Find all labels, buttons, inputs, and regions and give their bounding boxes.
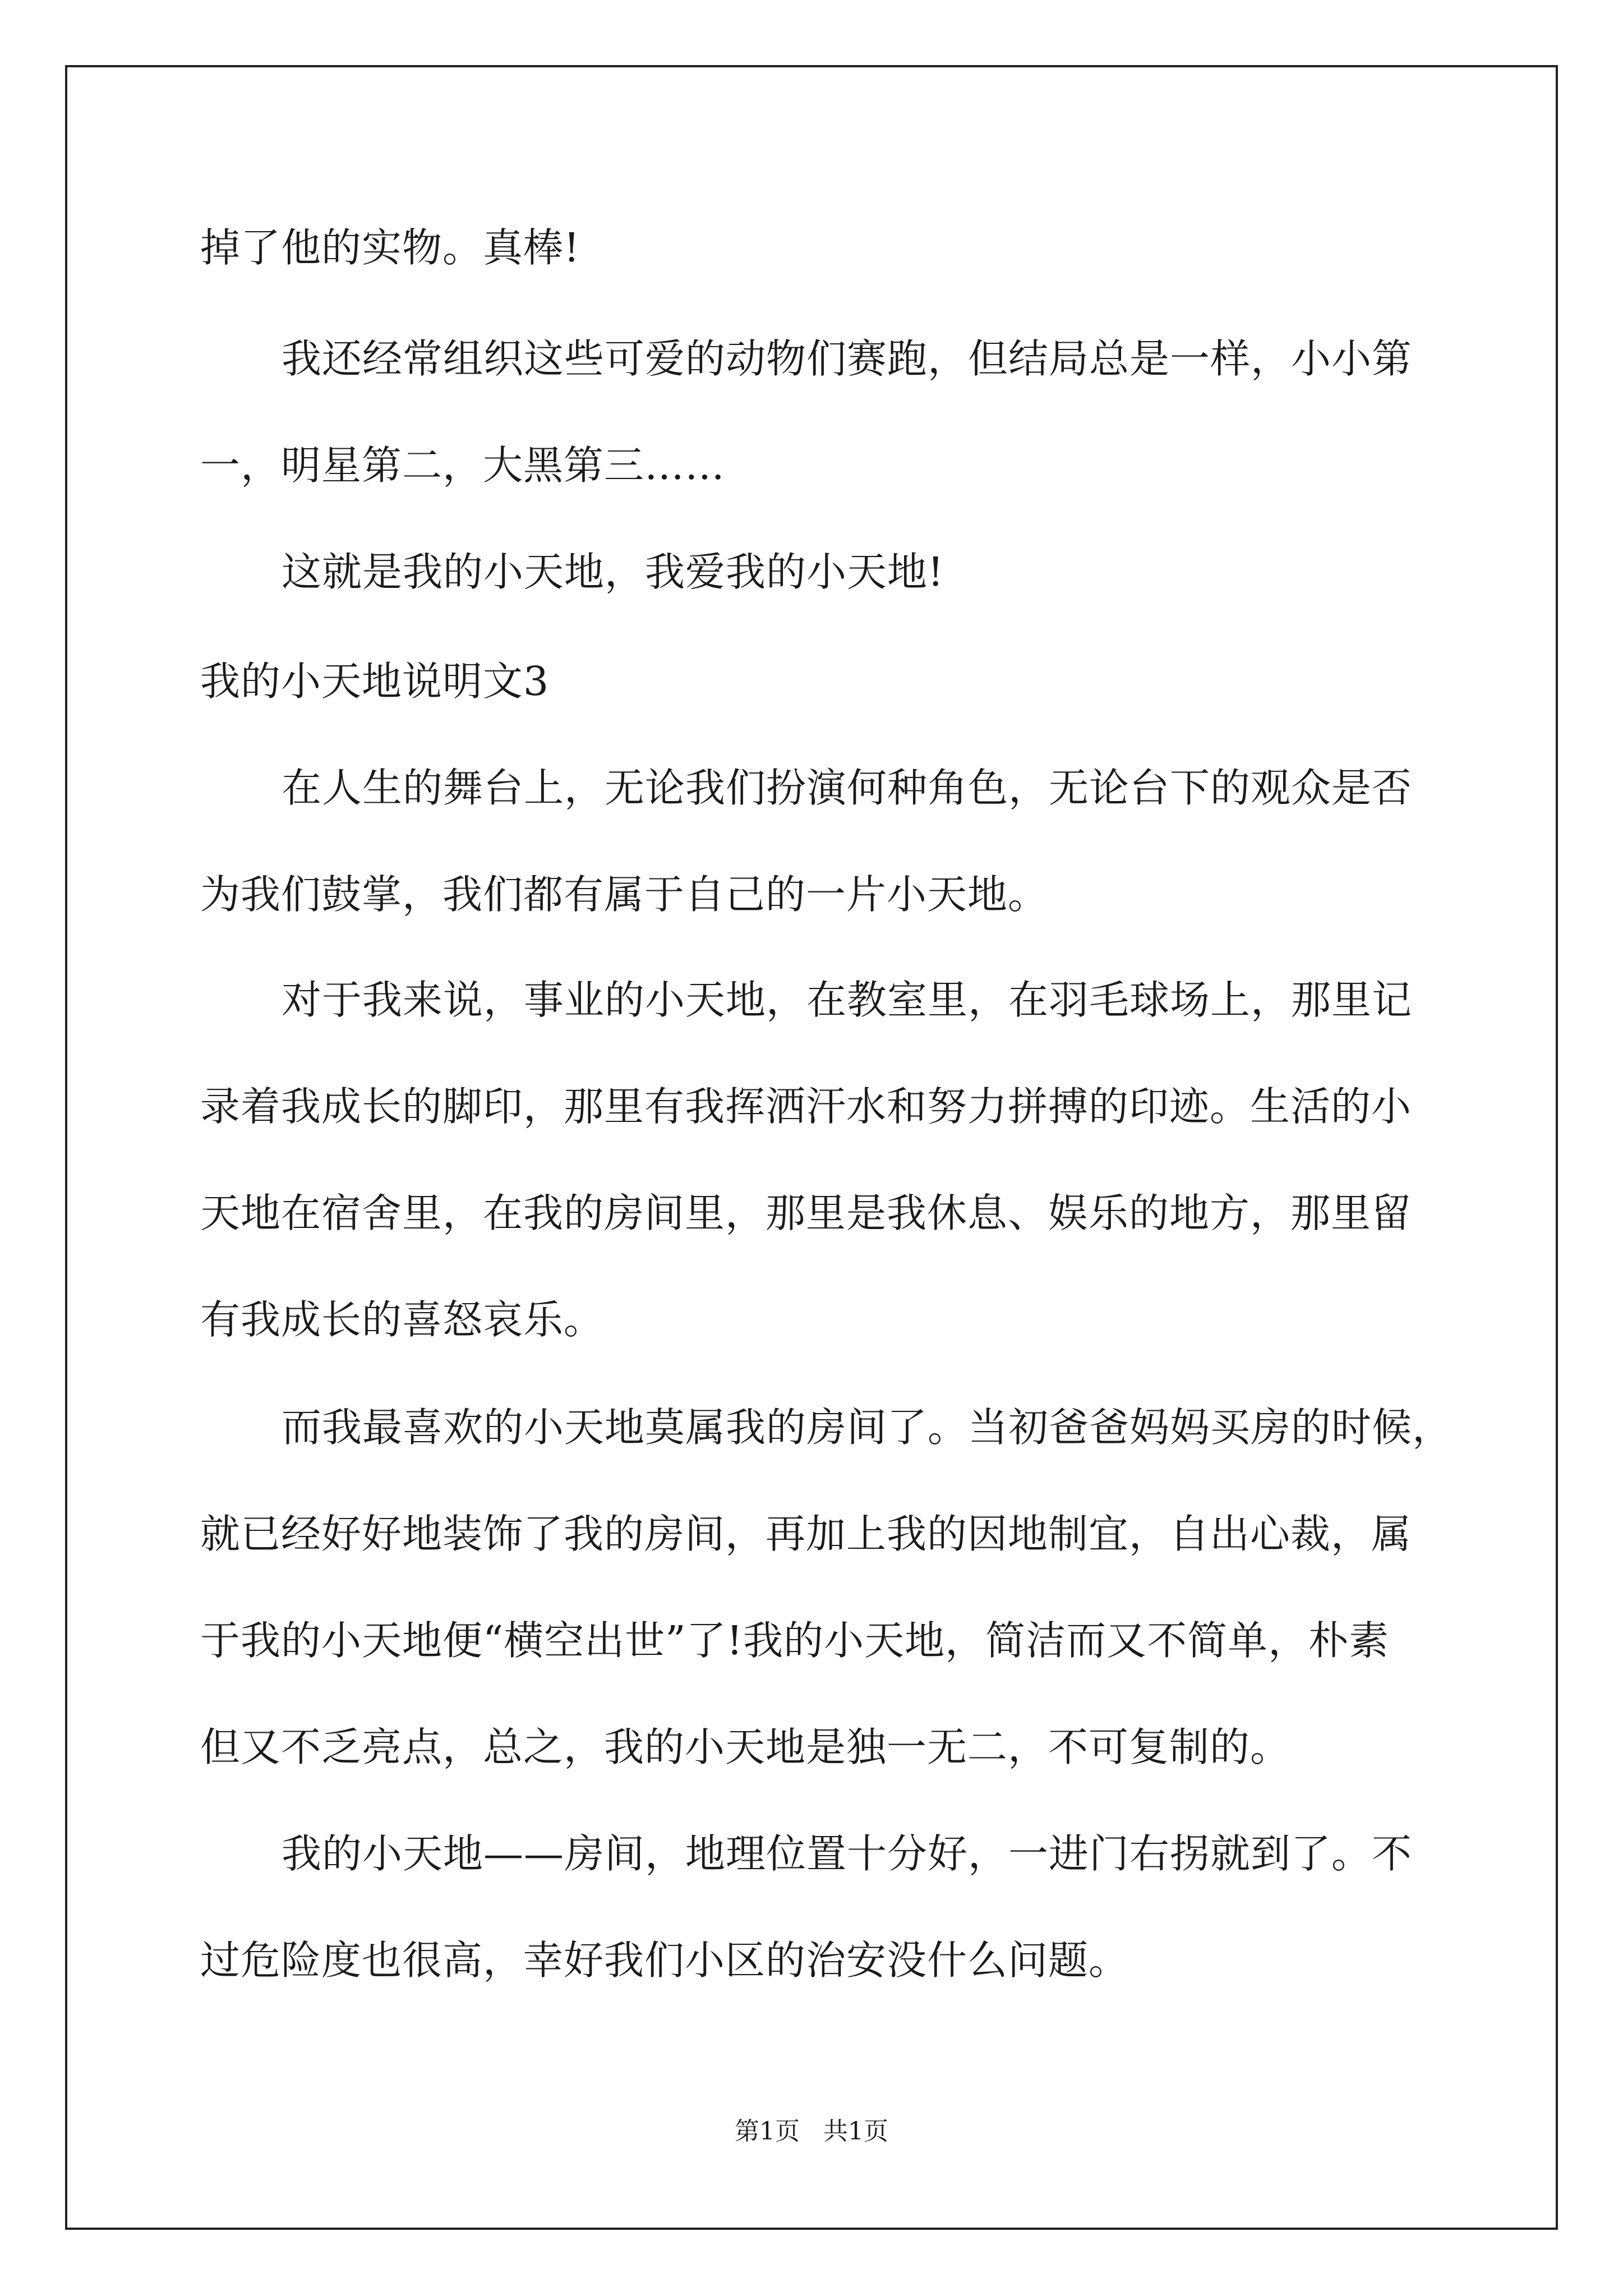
paragraph-line: 我还经常组织这些可爱的动物们赛跑，但结局总是一样，小小第 — [282, 335, 1413, 382]
paragraph-line: 过危险度也很高，幸好我们小区的治安没什么问题。 — [200, 1937, 1129, 1984]
page-border — [65, 65, 1558, 2230]
paragraph-line: 一，明星第二，大黑第三…… — [200, 442, 726, 489]
paragraph-line: 这就是我的小天地，我爱我的小天地! — [282, 549, 944, 595]
section-heading: 我的小天地说明文3 — [200, 658, 550, 705]
paragraph-line: 于我的小天地便“横空出世”了!我的小天地，简洁而又不简单，朴素 — [200, 1617, 1390, 1664]
paragraph-line: 天地在宿舍里，在我的房间里，那里是我休息、娱乐的地方，那里留 — [200, 1190, 1412, 1236]
paragraph-line: 对于我来说，事业的小天地，在教室里，在羽毛球场上，那里记 — [282, 977, 1413, 1023]
paragraph-line: 就已经好好地装饰了我的房间，再加上我的因地制宜，自出心裁，属 — [200, 1511, 1412, 1557]
paragraph-line: 但又不乏亮点，总之，我的小天地是独一无二，不可复制的。 — [200, 1724, 1291, 1770]
paragraph-line: 而我最喜欢的小天地莫属我的房间了。当初爸爸妈妈买房的时候， — [282, 1404, 1453, 1451]
paragraph-line: 有我成长的喜怒哀乐。 — [200, 1296, 605, 1343]
page-number-footer: 第1页 共1页 — [735, 2117, 888, 2146]
paragraph-line: 掉了他的实物。真棒! — [200, 224, 580, 271]
paragraph-line: 我的小天地——房间，地理位置十分好，一进门右拐就到了。不 — [282, 1830, 1413, 1877]
paragraph-line: 为我们鼓掌，我们都有属于自己的一片小天地。 — [200, 871, 1049, 918]
paragraph-line: 录着我成长的脚印，那里有我挥洒汗水和努力拼搏的印迹。生活的小 — [200, 1083, 1412, 1130]
paragraph-line: 在人生的舞台上，无论我们扮演何种角色，无论台下的观众是否 — [282, 765, 1413, 811]
